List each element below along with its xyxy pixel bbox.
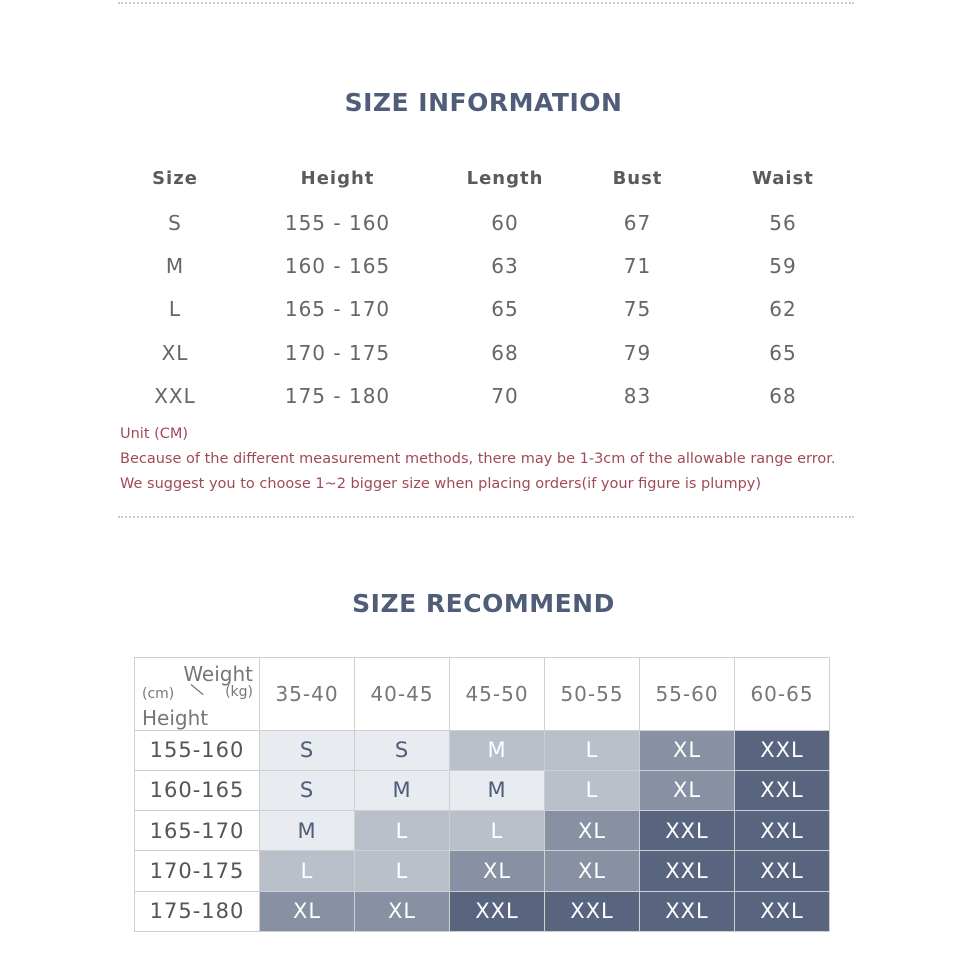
table-row: [120, 201, 856, 244]
size-cell: XXL: [735, 730, 830, 770]
cell-length: 68: [491, 340, 519, 365]
size-cell: S: [260, 770, 355, 810]
header-length: Length: [466, 167, 544, 189]
size-information-title: SIZE INFORMATION: [344, 88, 623, 117]
size-cell: M: [260, 811, 355, 851]
weight-column-header: 45-50: [450, 658, 545, 731]
table-row: [135, 770, 830, 810]
weight-column-header: 55-60: [640, 658, 735, 731]
header-height: Height: [300, 167, 375, 189]
weight-label: Weight: [183, 662, 253, 686]
size-cell: L: [355, 811, 450, 851]
cell-size: S: [168, 210, 182, 235]
cell-length: 70: [491, 383, 519, 408]
height-row-label: 160-165: [135, 770, 260, 810]
height-row-label: 175-180: [135, 891, 260, 931]
table-row: [120, 374, 856, 417]
size-cell: XXL: [450, 891, 545, 931]
cell-size: L: [168, 297, 182, 322]
cell-waist: 65: [769, 340, 797, 365]
size-cell: M: [450, 770, 545, 810]
top-divider: [118, 2, 854, 4]
size-cell: L: [450, 811, 545, 851]
size-cell: L: [355, 851, 450, 891]
size-cell: L: [545, 730, 640, 770]
header-size: Size: [152, 167, 198, 189]
cell-size: XL: [161, 340, 189, 365]
size-cell: XXL: [735, 811, 830, 851]
size-cell: XL: [355, 891, 450, 931]
size-cell: XXL: [735, 770, 830, 810]
size-cell: M: [355, 770, 450, 810]
cell-waist: 68: [769, 383, 797, 408]
size-recommend-table: [134, 657, 830, 932]
size-cell: XL: [545, 851, 640, 891]
size-information-table: [120, 158, 856, 417]
size-cell: XXL: [640, 811, 735, 851]
measurement-error-note: Because of the different measurement methods, there may be 1-3cm of the allowable range error.: [120, 451, 836, 467]
weight-header-row: [135, 658, 830, 731]
height-row-label: 155-160: [135, 730, 260, 770]
cell-height: 165 - 170: [284, 297, 391, 322]
cell-bust: 83: [623, 383, 652, 408]
size-cell: L: [545, 770, 640, 810]
table-row: [120, 331, 856, 374]
cell-bust: 71: [623, 253, 652, 278]
size-cell: XXL: [545, 891, 640, 931]
header-waist: Waist: [752, 167, 814, 189]
size-cell: XXL: [735, 851, 830, 891]
height-row-label: 165-170: [135, 811, 260, 851]
weight-column-header: 60-65: [735, 658, 830, 731]
size-cell: M: [450, 730, 545, 770]
cell-length: 65: [491, 297, 519, 322]
cell-height: 170 - 175: [284, 340, 391, 365]
size-notes: [120, 422, 880, 497]
cell-bust: 67: [623, 210, 652, 235]
height-label: Height: [142, 706, 209, 730]
table-header-row: [120, 158, 856, 198]
cell-height: 155 - 160: [284, 210, 391, 235]
size-cell: XL: [640, 770, 735, 810]
cell-bust: 75: [623, 297, 652, 322]
size-cell: XXL: [640, 891, 735, 931]
table-row: [135, 730, 830, 770]
table-row: [135, 891, 830, 931]
cell-length: 63: [491, 253, 519, 278]
corner-cell: [135, 658, 260, 731]
size-cell: XL: [640, 730, 735, 770]
table-row: [135, 811, 830, 851]
size-cell: XL: [450, 851, 545, 891]
weight-column-header: 35-40: [260, 658, 355, 731]
size-cell: XXL: [640, 851, 735, 891]
size-cell: S: [260, 730, 355, 770]
cell-height: 160 - 165: [284, 253, 391, 278]
size-cell: XXL: [735, 891, 830, 931]
size-cell: S: [355, 730, 450, 770]
weight-column-header: 40-45: [355, 658, 450, 731]
size-recommend-title: SIZE RECOMMEND: [352, 589, 615, 618]
cell-size: XXL: [154, 383, 196, 408]
kg-unit-label: (kg): [225, 684, 253, 700]
table-row: [120, 244, 856, 287]
cell-bust: 79: [623, 340, 652, 365]
cell-size: M: [165, 253, 185, 278]
size-cell: XL: [545, 811, 640, 851]
cell-waist: 56: [769, 210, 797, 235]
table-row: [120, 288, 856, 331]
cell-waist: 59: [769, 253, 797, 278]
cell-length: 60: [491, 210, 519, 235]
cell-waist: 62: [769, 297, 797, 322]
header-bust: Bust: [612, 167, 663, 189]
middle-divider: [118, 516, 854, 518]
height-row-label: 170-175: [135, 851, 260, 891]
size-cell: XL: [260, 891, 355, 931]
size-cell: L: [260, 851, 355, 891]
cm-unit-label: (cm): [142, 686, 175, 702]
cell-height: 175 - 180: [284, 383, 391, 408]
size-suggestion-note: We suggest you to choose 1~2 bigger size when placing orders(if your figure is plumpy): [120, 476, 762, 492]
table-row: [135, 851, 830, 891]
weight-column-header: 50-55: [545, 658, 640, 731]
unit-note: Unit (CM): [120, 426, 189, 442]
